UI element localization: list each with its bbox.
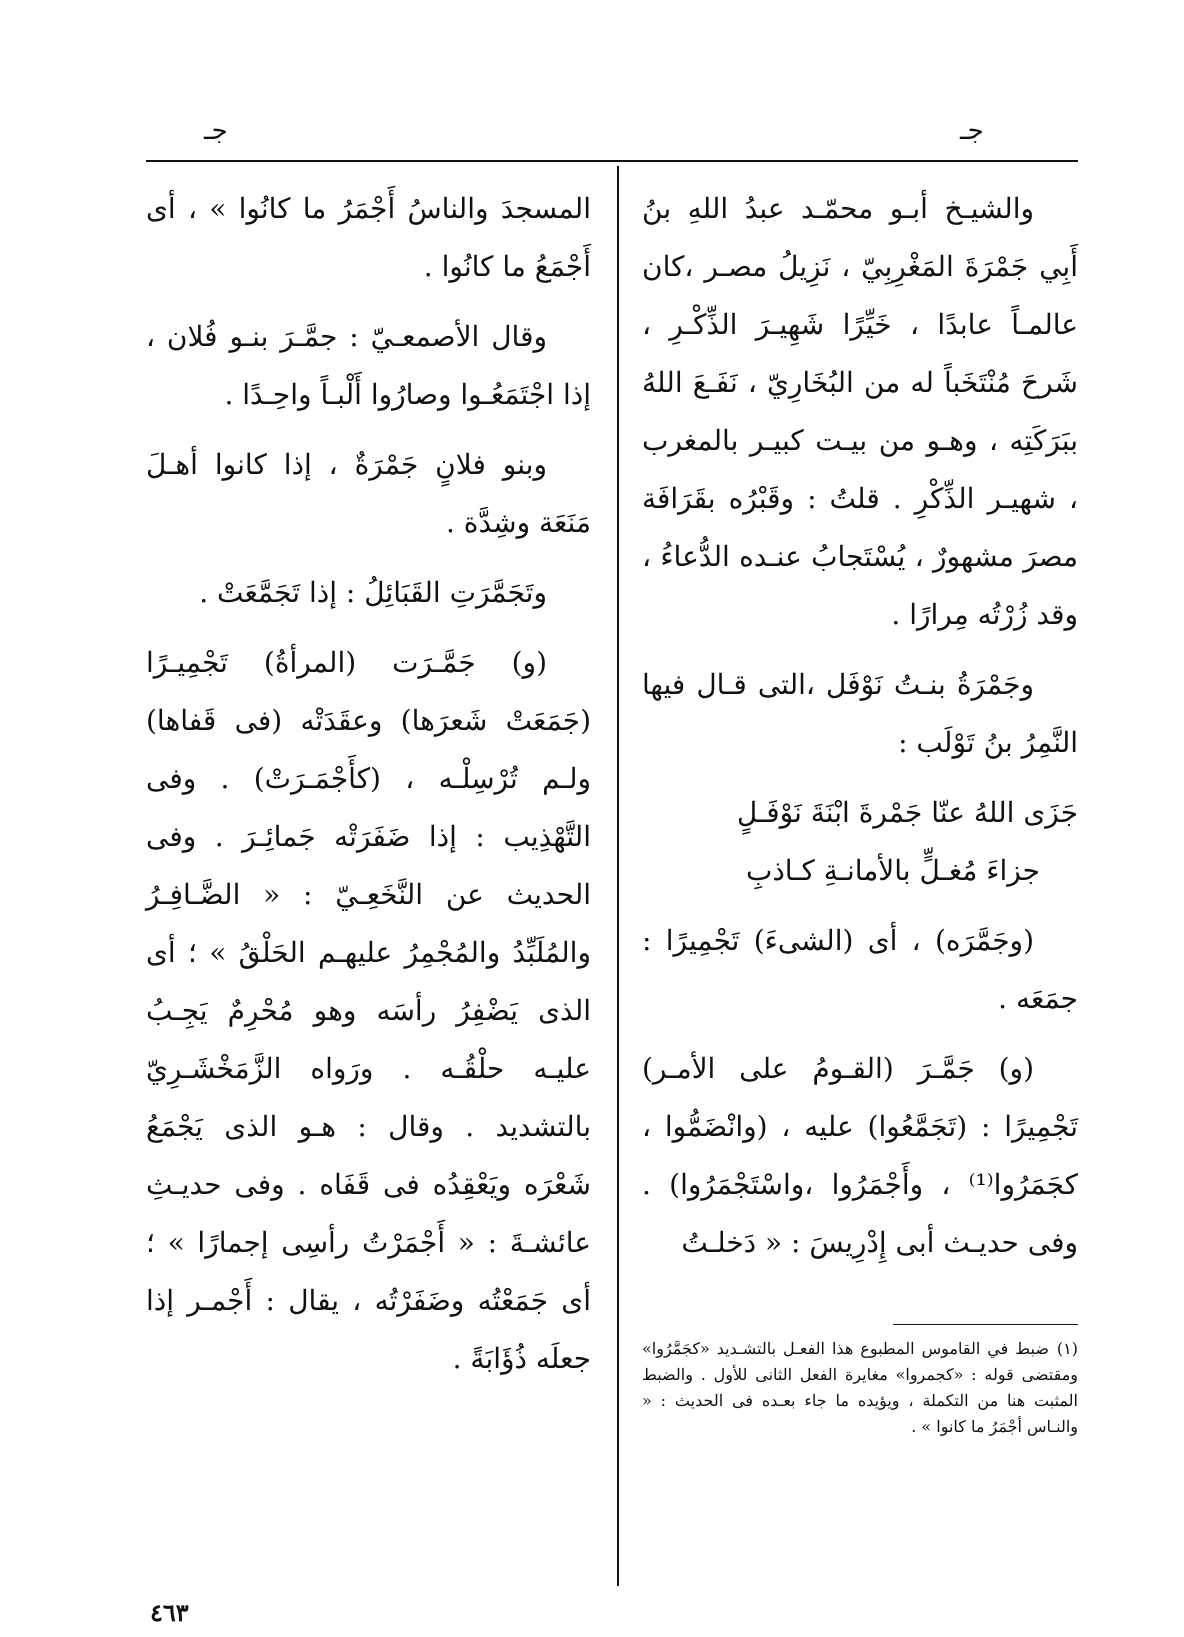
running-head-left: جـ [204,116,228,146]
entry-paragraph: المسجدَ والناسُ أَجْمَرُ ما كانُوا » ، أى أَجْمَعُ ما كانُوا . [146,192,591,283]
verse-first-hemistich: جَزَى اللهُ عنّا جَمْرةَ ابْنَةَ نَوْفَـلٍ [736,796,1078,829]
verse-second-hemistich: جزاءَ مُغـلٍّ بالأمانـةِ كـاذبِ [745,854,1040,887]
entry-paragraph: (و) جَمَّـرَت (المرأةُ) تَجْمِيـرًا (جَمَعَتْ شَعرَها) وعقَدَتْه (فى قَفاها) ولـم تُرْسِلْـه ، (كأَجْمَـرَتْ) . وفى التَّهْذِيب : إذا ضَفَرَتْه جَمائِـرَ . وفى الحديث عن النَّخَعِـيّ : « الضَّـافِـرُ والمُلَبِّدُ والمُجْمِرُ عليهـم الحَلْقُ » ؛ أى الذى يَضْفِرُ رأسَه وهو مُحْرِمٌ يَجِـبُ عليـه حلْقُـه . ورَواه الزَّمَخْشَـرِيّ بالتشديد . وقال : هـو الذى يَجْمَعُ شَعْرَه ويَعْقِدُه فى قَفَاه . وفى حديـثِ عائشـةَ : « أَجْمَرْتُ رأسِى إجمارًا » ؛ أى جَمَعْتُه وضَفَرْتُه ، يقال : أَجْمـر إذا جعلَه ذُؤَابَةً . [146,646,591,1375]
column-divider [617,166,619,1586]
entry-paragraph: وتَجَمَّرَتِ القَبَائِلُ : إذا تَجَمَّعَتْ . [199,576,547,609]
running-head-right: جـ [960,116,984,146]
header-rule [146,160,1078,162]
entry-paragraph: (و) جَمَّـرَ (القـومُ على الأمـر) تَجْمِيرًا : (تَجَمَّعُوا) عليه ، (وانْضَمُّوا ، كجَمَرُوا⁽¹⁾ ، وأَجْمَرُوا ،واسْتَجْمَرُوا) . وفى حديـث أبى إِدْرِيسَ : « دَخلـتُ [642,1052,1078,1259]
entry-paragraph: وقال الأصمعـيّ : جمَّـرَ بنـو فُلان ، إذا اجْتَمَعُـوا وصارُوا أَلْبـاً واحِـدًا . [146,320,591,411]
right-column [642,180,1078,1284]
entry-paragraph: (وجَمَّرَه) ، أى (الشىءَ) تَجْمِيرًا : جمَعَه . [642,924,1078,1015]
page-number: ٤٦٣ [150,1598,189,1627]
footnote-text: ضبط في القاموس المطبوع هذا الفعـل بالتشـديد «كجَمَّرُوا» ومقتضى قوله : «كجمروا» مغايرة الفعل الثانى للأول . والضبط المثبت هنا من التكملة ، ويؤيده ما جاء بعـده فى الحديث : « والنـاس أجْمَرُ ما كانوا » . [642,1339,1078,1436]
poem-verse [642,784,1078,900]
entry-paragraph: وبنو فلانٍ جَمْرَةٌ ، إذا كانوا أهـلَ مَنَعَة وشِدَّة . [146,448,591,539]
left-column [146,180,591,1400]
entry-paragraph: وجَمْرَةُ بنـتُ نَوْفَل ،التى قـال فيها النَّمِرُ بنُ تَوْلَب : [642,668,1078,759]
entry-paragraph: والشيـخ أبـو محمّـد عبدُ اللهِ بنُ أَبِي جَمْرَةَ المَغْرِبِيّ ، نَزِيلُ مصـر ،كان عالمـاً عابدًا ، خَيِّرًا شَهِيـرَ الذِّكْـرِ ، شَرحَ مُنْتَخَباً له من البُخَارِيّ ، نَفَـعَ اللهُ ببَرَكَتِه ، وهـو من بيـت كبيـر بالمغرب ، شهيـر الذِّكْرِ . قلتُ : وقَبْرُه بقَرَافَة مصرَ مشهورٌ ، يُسْتَجابُ عنـده الدُّعاءُ ، وقد زُرْتُه مِرارًا . [642,192,1078,631]
footnote [642,1336,1078,1440]
footnote-rule [893,1324,1078,1325]
footnote-number: (١) [1056,1339,1078,1358]
